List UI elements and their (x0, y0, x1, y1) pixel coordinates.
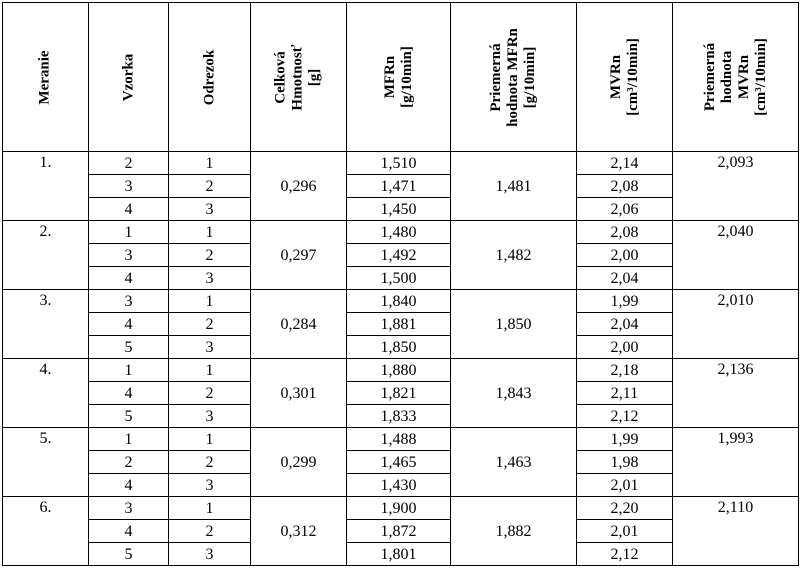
cell-mvrn: 2,01 (577, 520, 673, 543)
cell-mfrn: 1,471 (347, 175, 451, 198)
table-body (3, 152, 799, 566)
cell-hmotnost: 0,312 (251, 497, 347, 566)
cell-meranie: 3. (3, 290, 89, 359)
cell-odrezok: 2 (169, 382, 251, 405)
cell-mvrn: 2,18 (577, 359, 673, 382)
cell-mfrn: 1,450 (347, 198, 451, 221)
cell-mvrn-avg: 2,093 (673, 152, 799, 221)
cell-odrezok: 3 (169, 267, 251, 290)
cell-vzorka: 4 (89, 474, 169, 497)
cell-mvrn-avg: 2,110 (673, 497, 799, 566)
cell-mvrn: 2,12 (577, 405, 673, 428)
table-row (3, 359, 799, 382)
cell-odrezok: 3 (169, 474, 251, 497)
cell-mfrn: 1,492 (347, 244, 451, 267)
cell-odrezok: 1 (169, 152, 251, 175)
header-line: [g] (307, 68, 323, 86)
header-row (3, 3, 799, 152)
cell-mvrn-avg: 2,010 (673, 290, 799, 359)
cell-hmotnost: 0,297 (251, 221, 347, 290)
cell-mvrn: 1,99 (577, 428, 673, 451)
cell-mvrn: 2,06 (577, 198, 673, 221)
cell-mfrn: 1,465 (347, 451, 451, 474)
cell-mvrn: 2,00 (577, 244, 673, 267)
header-line: MVRn (607, 54, 624, 100)
header-line: Hmotnosť (290, 43, 306, 111)
cell-vzorka: 2 (89, 152, 169, 175)
cell-vzorka: 1 (89, 221, 169, 244)
cell-mfrn: 1,840 (347, 290, 451, 313)
header-vzorka (89, 3, 169, 152)
cell-hmotnost: 0,301 (251, 359, 347, 428)
cell-mfrn: 1,510 (347, 152, 451, 175)
header-mfrn-avg (451, 3, 577, 152)
cell-vzorka: 4 (89, 267, 169, 290)
header-line: Priemerná (488, 42, 504, 112)
cell-odrezok: 2 (169, 244, 251, 267)
header-line: Odrezok (201, 49, 217, 105)
cell-vzorka: 2 (89, 451, 169, 474)
header-odrezok (169, 3, 251, 152)
cell-odrezok: 1 (169, 221, 251, 244)
cell-mfrn: 1,821 (347, 382, 451, 405)
cell-mfrn: 1,881 (347, 313, 451, 336)
cell-meranie: 1. (3, 152, 89, 221)
cell-vzorka: 3 (89, 244, 169, 267)
table-row (3, 152, 799, 175)
cell-odrezok: 1 (169, 428, 251, 451)
cell-vzorka: 3 (89, 290, 169, 313)
table-row (3, 221, 799, 244)
header-line: hodnota MFRn (505, 27, 521, 127)
cell-vzorka: 1 (89, 428, 169, 451)
cell-vzorka: 4 (89, 198, 169, 221)
header-line: [cm³/10min] (752, 38, 769, 116)
cell-mfrn-avg: 1,850 (451, 290, 577, 359)
cell-vzorka: 4 (89, 520, 169, 543)
header-line: [g/10min] (522, 46, 538, 108)
cell-vzorka: 3 (89, 175, 169, 198)
cell-vzorka: 5 (89, 405, 169, 428)
cell-mfrn: 1,880 (347, 359, 451, 382)
cell-vzorka: 5 (89, 543, 169, 566)
cell-mvrn: 2,20 (577, 497, 673, 520)
cell-mfrn: 1,850 (347, 336, 451, 359)
cell-vzorka: 4 (89, 313, 169, 336)
cell-mfrn-avg: 1,882 (451, 497, 577, 566)
cell-odrezok: 3 (169, 198, 251, 221)
cell-meranie: 4. (3, 359, 89, 428)
cell-mfrn: 1,480 (347, 221, 451, 244)
cell-mfrn: 1,900 (347, 497, 451, 520)
cell-odrezok: 1 (169, 290, 251, 313)
header-line: [cm³/10min] (624, 38, 641, 116)
cell-odrezok: 2 (169, 520, 251, 543)
cell-mfrn-avg: 1,482 (451, 221, 577, 290)
header-mfrn (347, 3, 451, 152)
header-mvrn-avg (673, 3, 799, 152)
cell-mvrn: 2,14 (577, 152, 673, 175)
header-line: hodnota (718, 50, 735, 104)
cell-mvrn-avg: 1,993 (673, 428, 799, 497)
header-line: [g/10min] (398, 46, 415, 108)
cell-mvrn-avg: 2,040 (673, 221, 799, 290)
cell-vzorka: 1 (89, 359, 169, 382)
header-line: Vzorka (120, 53, 136, 101)
header-line: MVRn (735, 54, 752, 100)
table-row (3, 497, 799, 520)
cell-odrezok: 1 (169, 497, 251, 520)
cell-odrezok: 3 (169, 336, 251, 359)
cell-mfrn-avg: 1,843 (451, 359, 577, 428)
cell-mfrn-avg: 1,481 (451, 152, 577, 221)
cell-mvrn: 1,98 (577, 451, 673, 474)
cell-mfrn: 1,430 (347, 474, 451, 497)
table-row (3, 428, 799, 451)
cell-mvrn: 2,12 (577, 543, 673, 566)
cell-vzorka: 4 (89, 382, 169, 405)
cell-mvrn-avg: 2,136 (673, 359, 799, 428)
cell-odrezok: 2 (169, 313, 251, 336)
cell-hmotnost: 0,284 (251, 290, 347, 359)
cell-odrezok: 3 (169, 405, 251, 428)
header-mvrn (577, 3, 673, 152)
cell-mvrn: 2,04 (577, 267, 673, 290)
header-line: Meranie (36, 49, 53, 105)
cell-odrezok: 2 (169, 175, 251, 198)
cell-hmotnost: 0,296 (251, 152, 347, 221)
header-meranie (3, 3, 89, 152)
cell-mvrn: 1,99 (577, 290, 673, 313)
cell-mfrn: 1,872 (347, 520, 451, 543)
cell-mvrn: 2,08 (577, 221, 673, 244)
header-hmotnost (251, 3, 347, 152)
cell-mvrn: 2,08 (577, 175, 673, 198)
cell-mfrn: 1,488 (347, 428, 451, 451)
cell-mvrn: 2,01 (577, 474, 673, 497)
table-row (3, 290, 799, 313)
header-line: MFRn (381, 55, 398, 99)
cell-meranie: 6. (3, 497, 89, 566)
cell-meranie: 5. (3, 428, 89, 497)
cell-vzorka: 3 (89, 497, 169, 520)
cell-mfrn-avg: 1,463 (451, 428, 577, 497)
cell-odrezok: 2 (169, 451, 251, 474)
cell-mfrn: 1,833 (347, 405, 451, 428)
cell-odrezok: 1 (169, 359, 251, 382)
header-line: Priemerná (701, 42, 718, 112)
cell-mfrn: 1,801 (347, 543, 451, 566)
measurement-table (2, 2, 799, 566)
cell-vzorka: 5 (89, 336, 169, 359)
cell-hmotnost: 0,299 (251, 428, 347, 497)
cell-mvrn: 2,11 (577, 382, 673, 405)
cell-mfrn: 1,500 (347, 267, 451, 290)
cell-meranie: 2. (3, 221, 89, 290)
cell-odrezok: 3 (169, 543, 251, 566)
cell-mvrn: 2,00 (577, 336, 673, 359)
header-line: Celková (273, 50, 289, 104)
cell-mvrn: 2,04 (577, 313, 673, 336)
